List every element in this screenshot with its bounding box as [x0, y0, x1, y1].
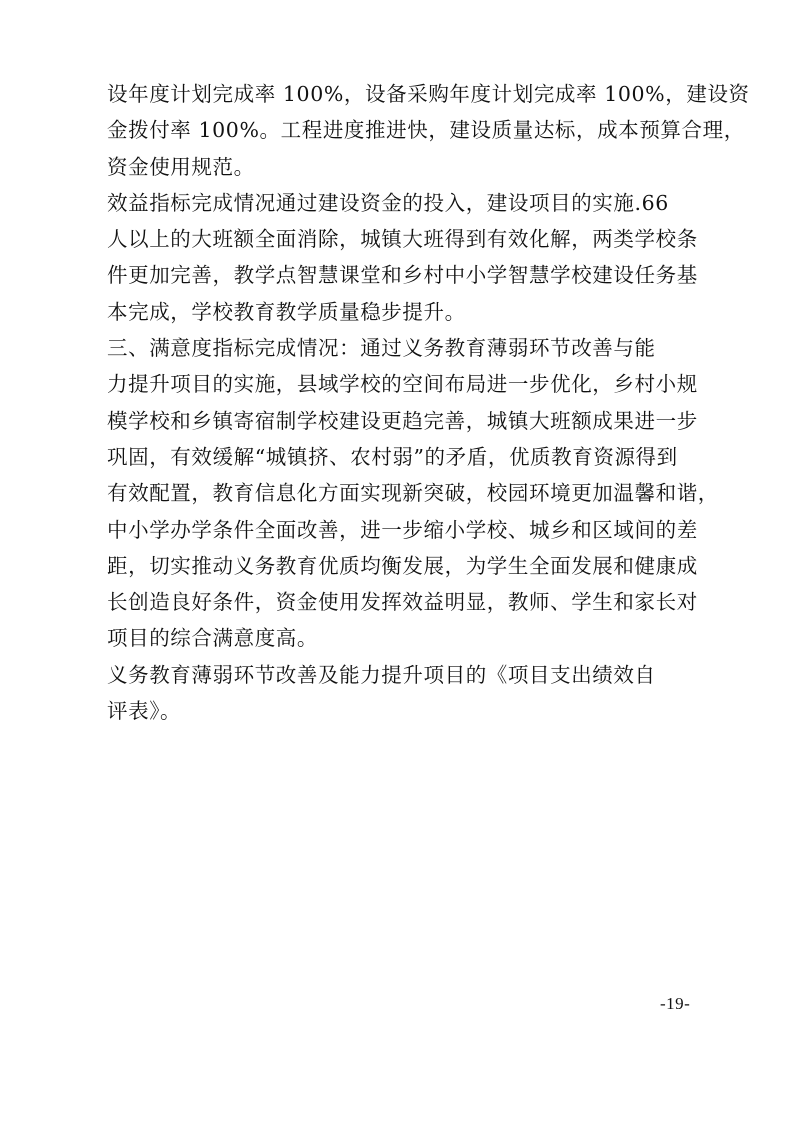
page-number: -19-: [660, 994, 691, 1013]
text-line: 本完成，学校教育教学质量稳步提升。: [107, 299, 466, 324]
text-line: 有效配置，教育信息化方面实现新突破，校园环境更加温馨和谐，: [107, 481, 719, 506]
text-line: 长创造良好条件，资金使用发挥效益明显，教师、学生和家长对: [107, 590, 698, 615]
text-line: 巩固，有效缓解“城镇挤、农村弱”的矛盾，优质教育资源得到: [107, 444, 678, 469]
text-line: 义务教育薄弱环节改善及能力提升项目的《项目支出绩效自: [107, 662, 656, 687]
text-line: 件更加完善，教学点智慧课堂和乡村中小学智慧学校建设任务基: [107, 263, 698, 288]
text-line: 中小学办学条件全面改善，进一步缩小学校、城乡和区域间的差: [107, 517, 698, 542]
text-line: 资金使用规范。: [107, 154, 255, 179]
text-line: 三、满意度指标完成情况：通过义务教育薄弱环节改善与能: [107, 336, 656, 361]
text-line: 人以上的大班额全面消除，城镇大班得到有效化解，两类学校条: [107, 227, 698, 252]
text-line: 模学校和乡镇寄宿制学校建设更趋完善，城镇大班额成果进一步: [107, 408, 698, 433]
text-line: 金拨付率 100%。工程进度推进快，建设质量达标，成本预算合理，: [107, 118, 745, 143]
text-line: 评表》。: [107, 699, 182, 724]
text-line: 距，切实推动义务教育优质均衡发展，为学生全面发展和健康成: [107, 553, 698, 578]
text-line: 项目的综合满意度高。: [107, 626, 318, 651]
text-line: 设年度计划完成率 100%，设备采购年度计划完成率 100%，建设资: [107, 82, 750, 106]
text-line: 力提升项目的实施，县域学校的空间布局进一步优化，乡村小规: [107, 372, 698, 397]
text-line: 效益指标完成情况通过建设资金的投入，建设项目的实施.66: [107, 190, 669, 215]
body-text: [107, 76, 750, 729]
